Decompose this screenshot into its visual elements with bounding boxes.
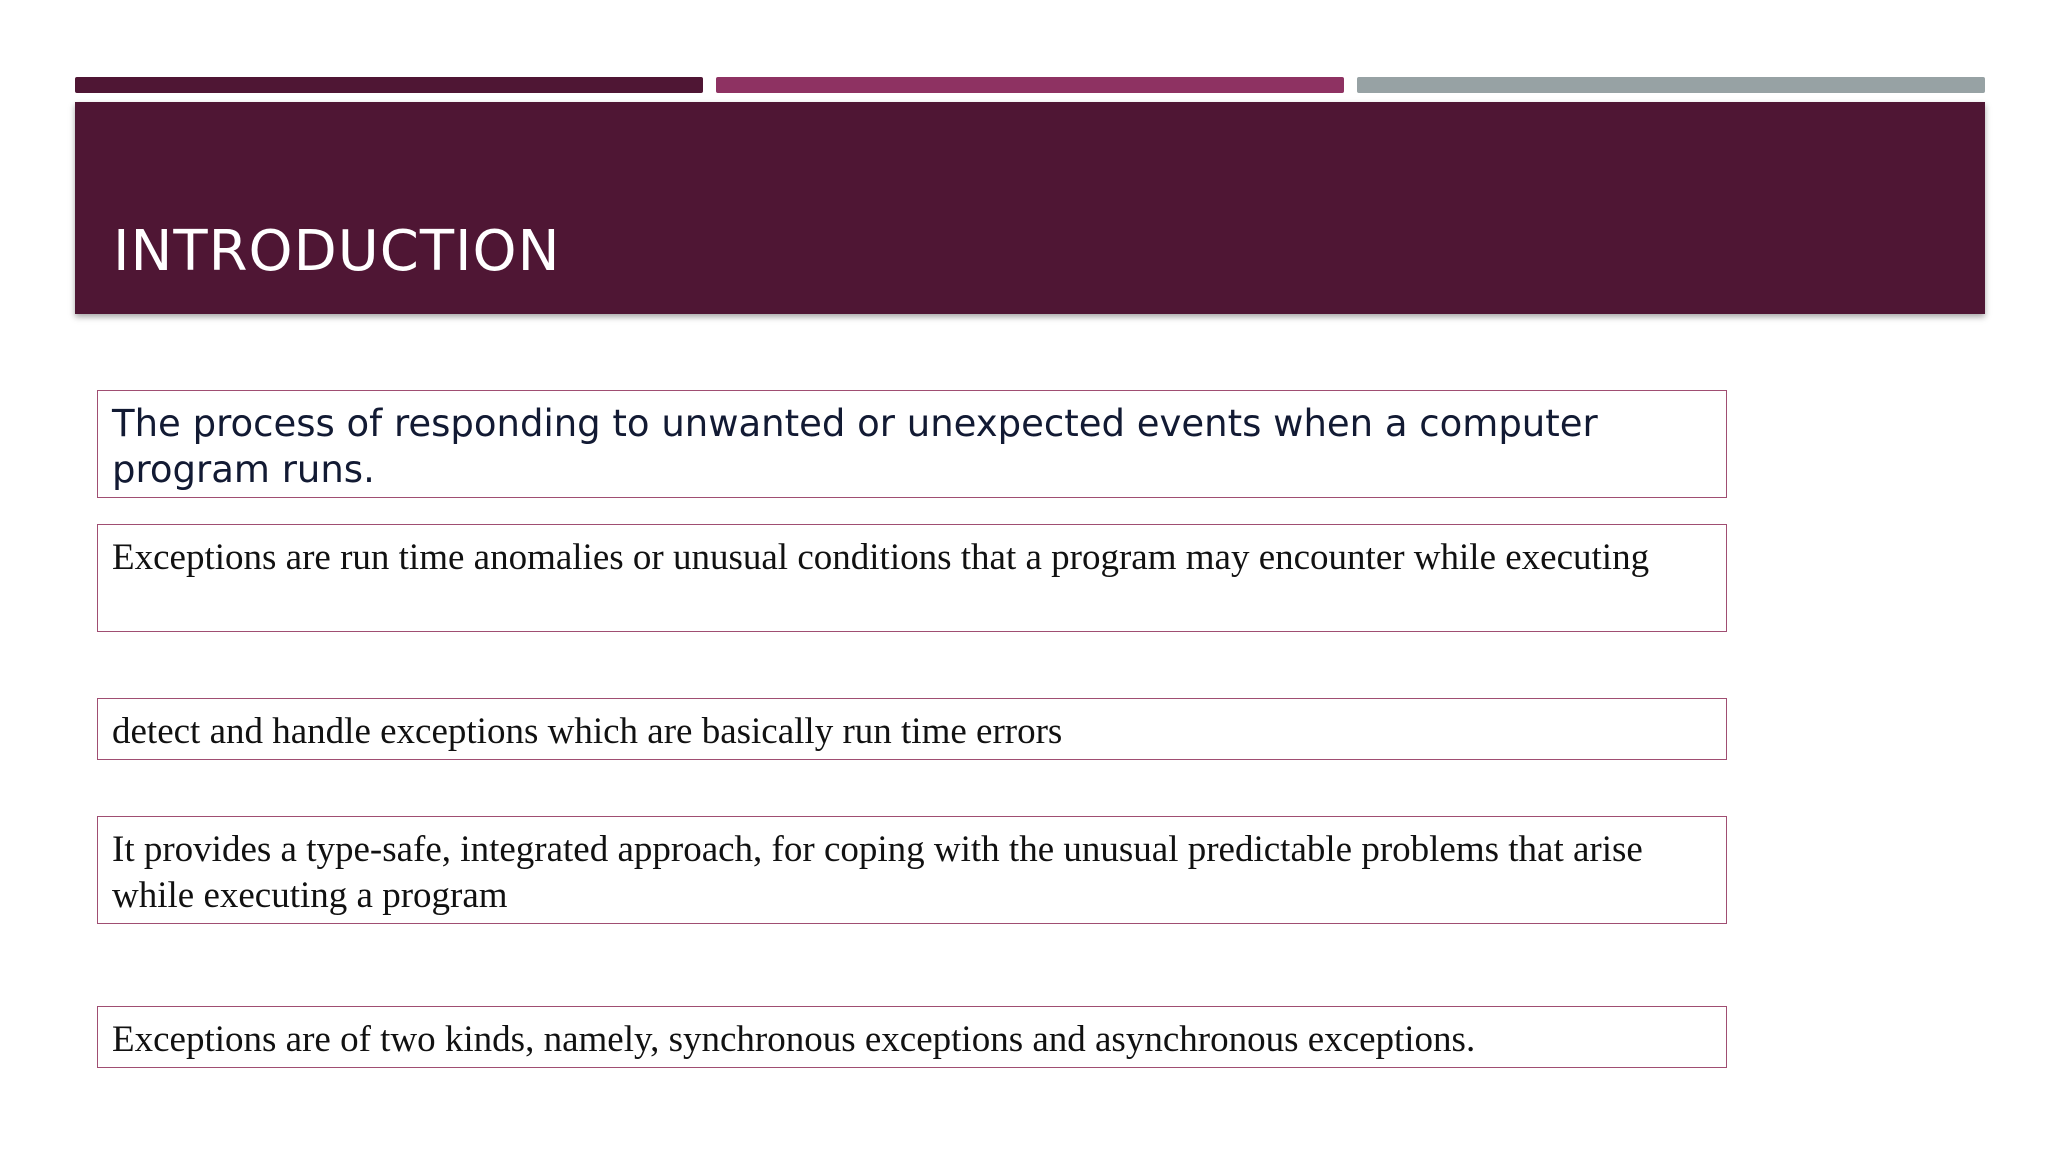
text-box-content: detect and handle exceptions which are basically run time errors: [112, 711, 1063, 752]
slide-title: INTRODUCTION: [113, 219, 561, 284]
text-box-definition: [97, 390, 1727, 498]
accent-bar-gray: [1357, 77, 1985, 93]
title-band: [75, 102, 1985, 314]
text-box-approach: [97, 816, 1727, 924]
text-box-detect: [97, 698, 1727, 760]
text-box-content: Exceptions are run time anomalies or unusual conditions that a program may encounter while executing: [112, 537, 1650, 578]
text-box-content: The process of responding to unwanted or unexpected events when a computer program runs.: [112, 402, 1598, 491]
text-box-content: It provides a type-safe, integrated approach, for coping with the unusual predictable problems that arise while executing a program: [112, 829, 1643, 916]
text-box-content: Exceptions are of two kinds, namely, synchronous exceptions and asynchronous exceptions.: [112, 1019, 1476, 1060]
accent-bar-pink: [716, 77, 1344, 93]
accent-bar-dark: [75, 77, 703, 93]
text-box-kinds: [97, 1006, 1727, 1068]
text-box-anomalies: [97, 524, 1727, 632]
